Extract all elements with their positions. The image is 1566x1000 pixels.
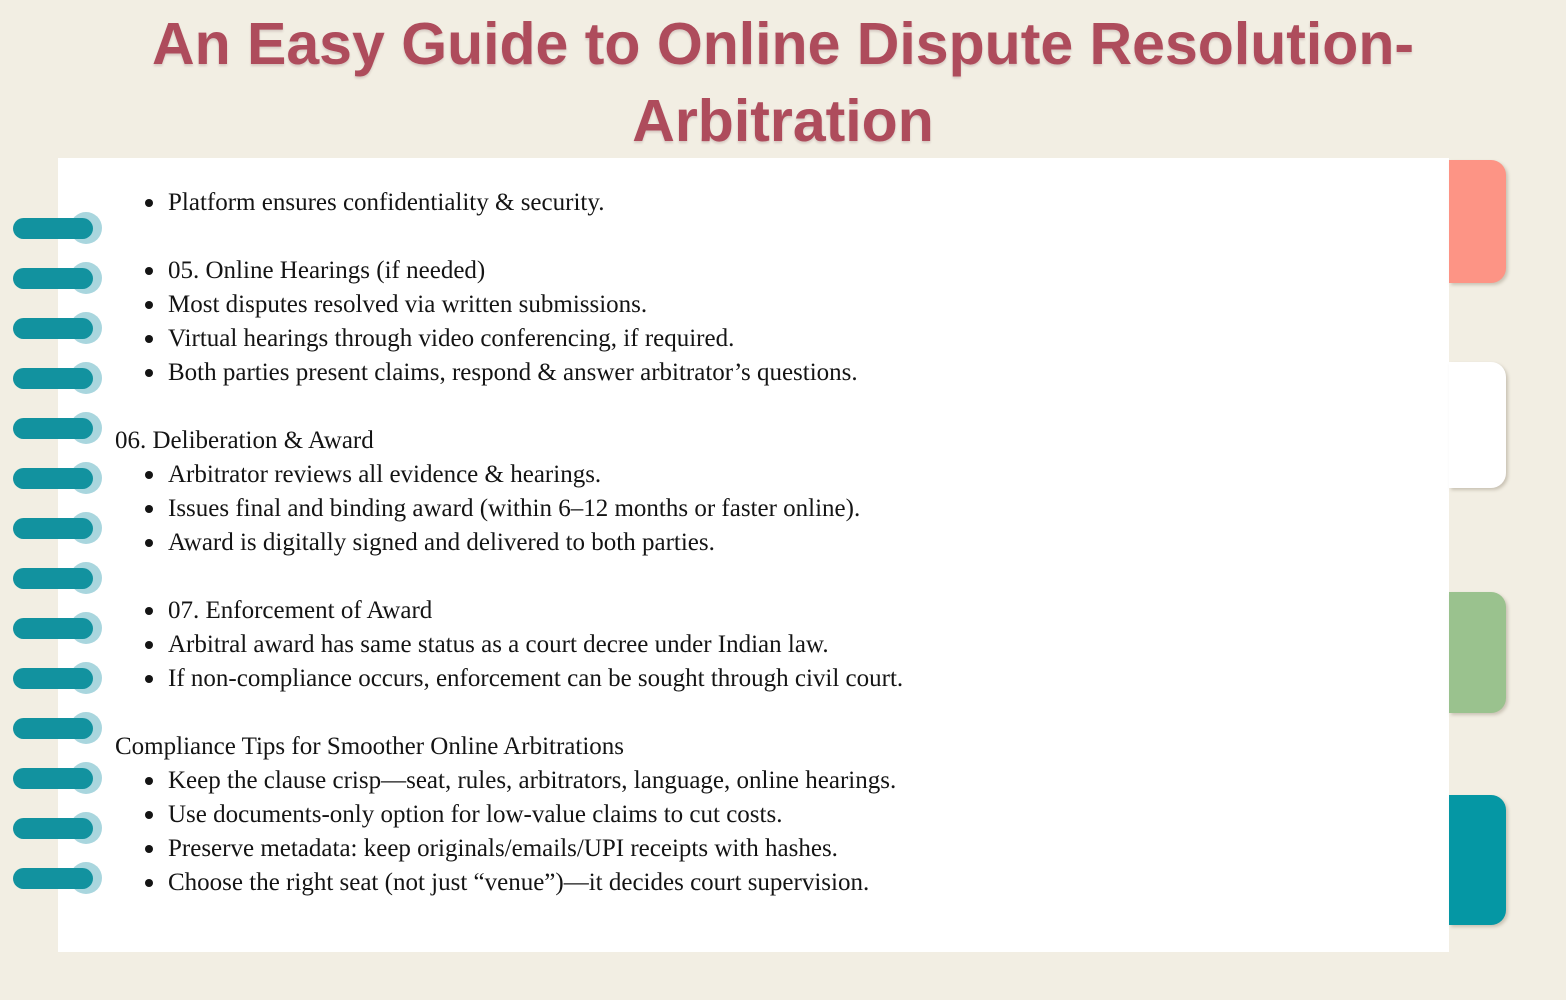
bullet-dot-icon [145,539,153,547]
line-text: Use documents-only option for low-value claims to cut costs. [168,801,783,828]
spiral-pill-icon [13,768,93,789]
bullet-item [115,798,1215,832]
spiral-pill-icon [13,818,93,839]
line-text: 05. Online Hearings (if needed) [168,257,486,284]
line-text: Most disputes resolved via written submissions. [168,291,648,318]
line-text: Choose the right seat (not just “venue”)—it decides court supervision. [168,869,870,896]
spiral-pill-icon [13,718,93,739]
bullet-item [115,186,1215,220]
bullet-item [115,458,1215,492]
line-text: If non-compliance occurs, enforcement can be sought through civil court. [168,665,904,692]
bullet-item [115,322,1215,356]
bullet-dot-icon [145,369,153,377]
bullet-item [115,492,1215,526]
document-content [115,186,1215,900]
spiral-pill-icon [13,368,93,389]
bullet-dot-icon [145,267,153,275]
spiral-pill-icon [13,518,93,539]
bullet-dot-icon [145,505,153,513]
bullet-item [115,764,1215,798]
spiral-pill-icon [13,668,93,689]
spiral-pill-icon [13,318,93,339]
spiral-pill-icon [13,418,93,439]
page-title-line2: Arbitration [632,88,934,154]
section-heading [115,424,1215,458]
bullet-dot-icon [145,777,153,785]
line-text: 07. Enforcement of Award [168,597,433,624]
spiral-pill-icon [13,868,93,889]
bullet-dot-icon [145,811,153,819]
line-text: Compliance Tips for Smoother Online Arbitrations [115,733,625,760]
spiral-pill-icon [13,468,93,489]
section-heading [115,730,1215,764]
bullet-item [115,594,1215,628]
bullet-item [115,832,1215,866]
line-text: Arbitrator reviews all evidence & hearings. [168,461,602,488]
bullet-item [115,288,1215,322]
blank-line [115,560,1215,594]
bullet-dot-icon [145,471,153,479]
blank-line [115,696,1215,730]
bullet-item [115,628,1215,662]
blank-line [115,220,1215,254]
page-title [0,6,1566,160]
line-text: Keep the clause crisp—seat, rules, arbitrators, language, online hearings. [168,767,897,794]
bullet-dot-icon [145,335,153,343]
bullet-dot-icon [145,879,153,887]
bullet-item [115,526,1215,560]
bullet-dot-icon [145,607,153,615]
bullet-dot-icon [145,301,153,309]
page-title-line1: An Easy Guide to Online Dispute Resolution- [151,11,1415,77]
bullet-item [115,866,1215,900]
line-text: Award is digitally signed and delivered to both parties. [168,529,715,556]
spiral-pill-icon [13,618,93,639]
salmon-tab [1449,160,1506,283]
bullet-dot-icon [145,641,153,649]
bullet-item [115,662,1215,696]
bullet-dot-icon [145,675,153,683]
green-tab [1449,592,1506,713]
spiral-pill-icon [13,218,93,239]
line-text: Preserve metadata: keep originals/emails/UPI receipts with hashes. [168,835,838,862]
bullet-dot-icon [145,845,153,853]
line-text: Arbitral award has same status as a court decree under Indian law. [168,631,829,658]
teal-tab [1449,795,1506,925]
line-text: 06. Deliberation & Award [115,427,374,454]
spiral-pill-icon [13,268,93,289]
line-text: Platform ensures confidentiality & security. [168,189,605,216]
line-text: Virtual hearings through video conferencing, if required. [168,325,735,352]
line-text: Issues final and binding award (within 6–12 months or faster online). [168,495,861,522]
bullet-dot-icon [145,199,153,207]
bullet-item [115,254,1215,288]
spiral-pill-icon [13,568,93,589]
bullet-item [115,356,1215,390]
blank-line [115,390,1215,424]
line-text: Both parties present claims, respond & answer arbitrator’s questions. [168,359,858,386]
white-tab [1449,362,1506,488]
